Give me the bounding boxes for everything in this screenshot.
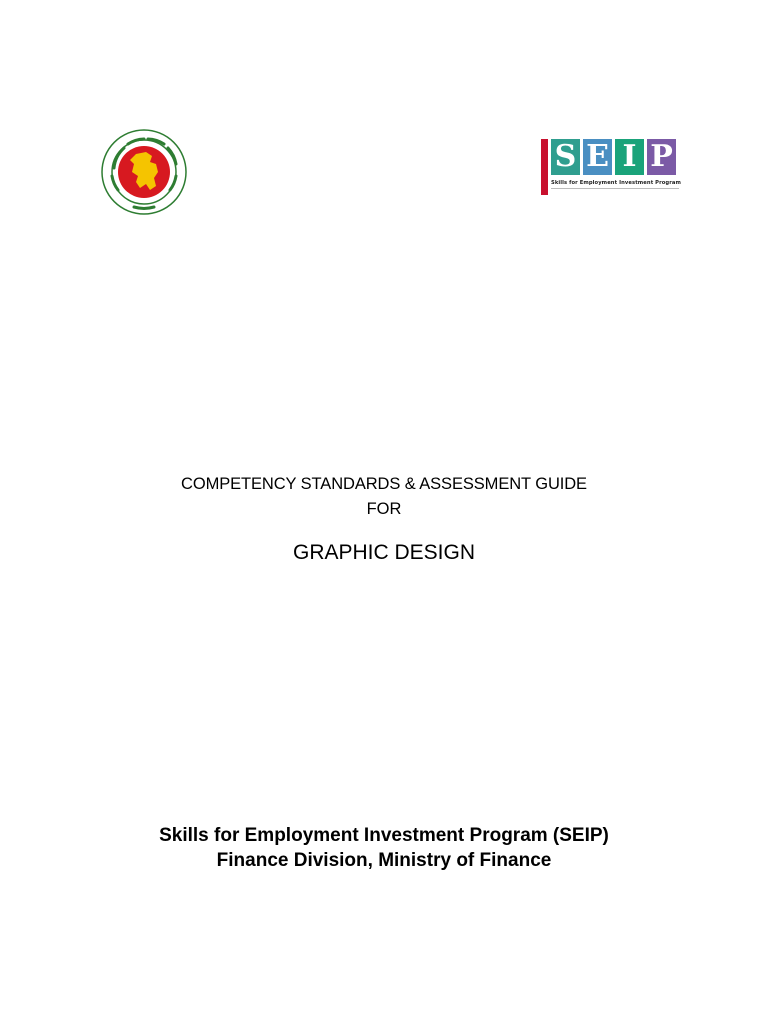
document-subject-title: GRAPHIC DESIGN (292, 541, 476, 564)
seip-letter-s: S (551, 139, 580, 175)
seip-logo-divider (551, 188, 679, 189)
seip-letter-e: E (583, 139, 612, 175)
seip-letter-p: P (647, 139, 676, 175)
government-seal-logo (100, 128, 190, 216)
government-seal-icon (100, 128, 190, 216)
seip-logo (541, 139, 679, 197)
seip-letter-i: I (615, 139, 644, 175)
seip-logo-tagline: Skills for Employment Investment Program (551, 180, 681, 186)
seip-logo-letters (541, 139, 676, 177)
document-title-line-2: FOR (366, 500, 402, 518)
document-title-line-1: COMPETENCY STANDARDS & ASSESSMENT GUIDE (181, 475, 587, 493)
publisher-division-name: Finance Division, Ministry of Finance (216, 850, 552, 871)
publisher-program-name: Skills for Employment Investment Program (SEIP) (159, 825, 609, 846)
